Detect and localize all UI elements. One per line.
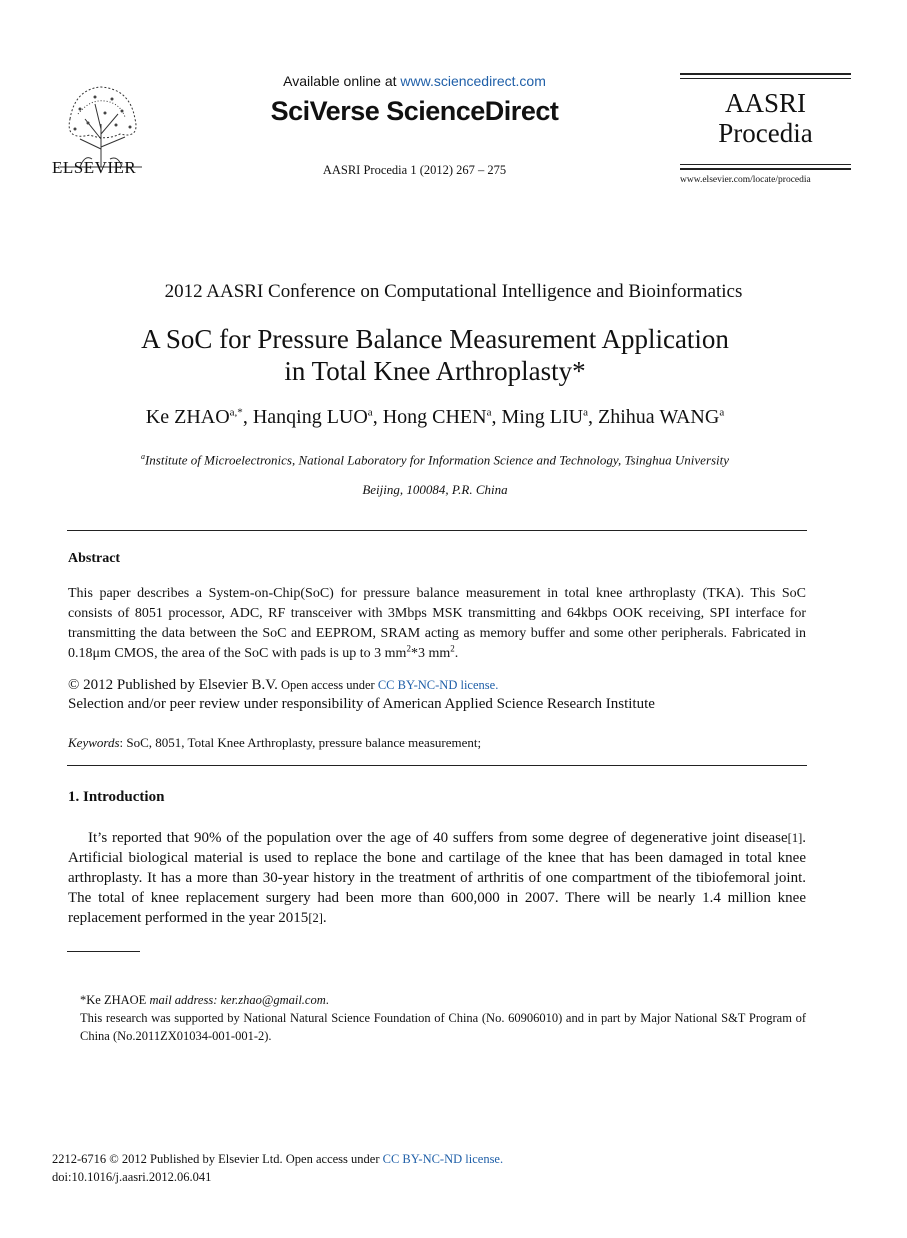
author-sup: a,*: [229, 406, 243, 419]
author-name: Hanqing LUO: [252, 406, 368, 428]
author-name: Ming LIU: [501, 406, 584, 428]
peer-review-statement: Selection and/or peer review under responsibility of American Applied Science Research Institute: [68, 696, 655, 712]
author-sup: a: [583, 406, 589, 419]
license-link[interactable]: CC BY-NC-ND license.: [377, 678, 499, 692]
footer-doi[interactable]: doi:10.1016/j.aasri.2012.06.041: [52, 1170, 212, 1184]
author-name: Zhihua WANG: [598, 406, 720, 428]
author-sup: a: [719, 406, 725, 419]
citation-ref[interactable]: [2]: [308, 911, 323, 925]
copyright-block: © 2012 Published by Elsevier B.V. Open access under CC BY-NC-ND license. Selection and/or peer review under responsibility of American Applied Science Research Institute: [68, 676, 806, 714]
author-sup: a: [486, 406, 492, 419]
author-sup: a: [367, 406, 373, 419]
author-name: Ke ZHAO: [145, 406, 230, 428]
section-divider: [67, 765, 807, 766]
platform-logo: SciVerse ScienceDirect: [270, 96, 559, 126]
sciencedirect-link[interactable]: www.sciencedirect.com: [400, 73, 546, 89]
paper-title: [0, 323, 870, 387]
abstract-body: This paper describes a System-on-Chip(SoC) for pressure balance measurement in total knee arthroplasty (TKA). This SoC consists of 8051 processor, ADC, RF transceiver with 3Mbps MSK transmitting and 64kbps OOK receiving, SPI interface for transmitting the data between the SoC and EEPROM, SRAM acting as memory buffer and some other peripherals. Fabricated in 0.18μm CMOS, the area of the SoC with pads is up to 3 $mm^2*3$ $mm^2$.: [68, 586, 806, 661]
introduction-paragraph: It’s reported that 90% of the population over the age of 40 suffers from some degree of degenerative joint disease[1]. Artificial biological material is used to replace the bone and cartilage of the knee that has been damaged in total knee arthroplasty. It has a more than 30-year history in the treatment of arthritis of one compartment of the tibiofemoral joint. The total of knee replacement surgery had been more than 600,000 in 2007. There will be nearly 1.4 million knee replacement performed in the year 2015[2].: [68, 830, 806, 926]
affiliation-sup: a: [140, 452, 145, 461]
copyright-text: © 2012 Published by Elsevier B.V.: [68, 677, 278, 693]
section-heading-introduction: 1. Introduction: [68, 789, 165, 805]
affiliation-line2: Beijing, 100084, P.R. China: [362, 482, 508, 497]
publisher-wordmark: ELSEVIER: [52, 158, 137, 177]
journal-name-line1: AASRI: [724, 88, 806, 118]
section-divider: [67, 530, 807, 531]
author-name: Hong CHEN: [382, 406, 487, 428]
abstract-heading: Abstract: [68, 551, 121, 566]
funding-footnote: This research was supported by National Natural Science Foundation of China (No. 60906010) and in part by Major National S&T Program of China (No.2011ZX01034-001-001-2).: [80, 1011, 806, 1043]
footer-license-link[interactable]: CC BY-NC-ND license.: [382, 1152, 504, 1166]
keywords: Keywords: SoC, 8051, Total Knee Arthroplasty, pressure balance measurement;: [68, 735, 482, 750]
availability-text: Available online at: [283, 73, 401, 89]
footer-license: 2212-6716 © 2012 Published by Elsevier Ltd. Open access under CC BY-NC-ND license.: [52, 1152, 504, 1166]
author-list: Ke $ZHAO^{a,*}$, Hanqing LUO$^a$, Hong CHEN$^a$, Ming LIU$^a$, Zhihua WANG$^a$: [145, 406, 725, 428]
conference-name: 2012 AASRI Conference on Computational Intelligence and Bioinformatics: [164, 281, 743, 302]
journal-name: [680, 88, 851, 148]
journal-url[interactable]: www.elsevier.com/locate/procedia: [680, 175, 811, 185]
footnote-rule: [67, 951, 140, 952]
footnotes: *Ke ZHAOE mail address: ker.zhao@gmail.com. This research was supported by National Natural Science Foundation of China (No. 60906010) and in part by Major National S&T Program of China (No.2011ZX01034-001-001-2).: [68, 991, 806, 1045]
citation-ref[interactable]: [1]: [787, 831, 803, 845]
paper-title-line2: in Total Knee Arthroplasty*: [284, 356, 586, 386]
affiliation-line1: $^a$Institute of Microelectronics, National Laboratory for Information Science and Technology, Tsinghua University: [140, 452, 730, 468]
paper-title-line1: A SoC for Pressure Balance Measurement Application: [141, 324, 729, 354]
journal-name-line2: Procedia: [718, 118, 813, 148]
journal-citation: AASRI Procedia 1 (2012) 267 – 275: [322, 163, 507, 177]
